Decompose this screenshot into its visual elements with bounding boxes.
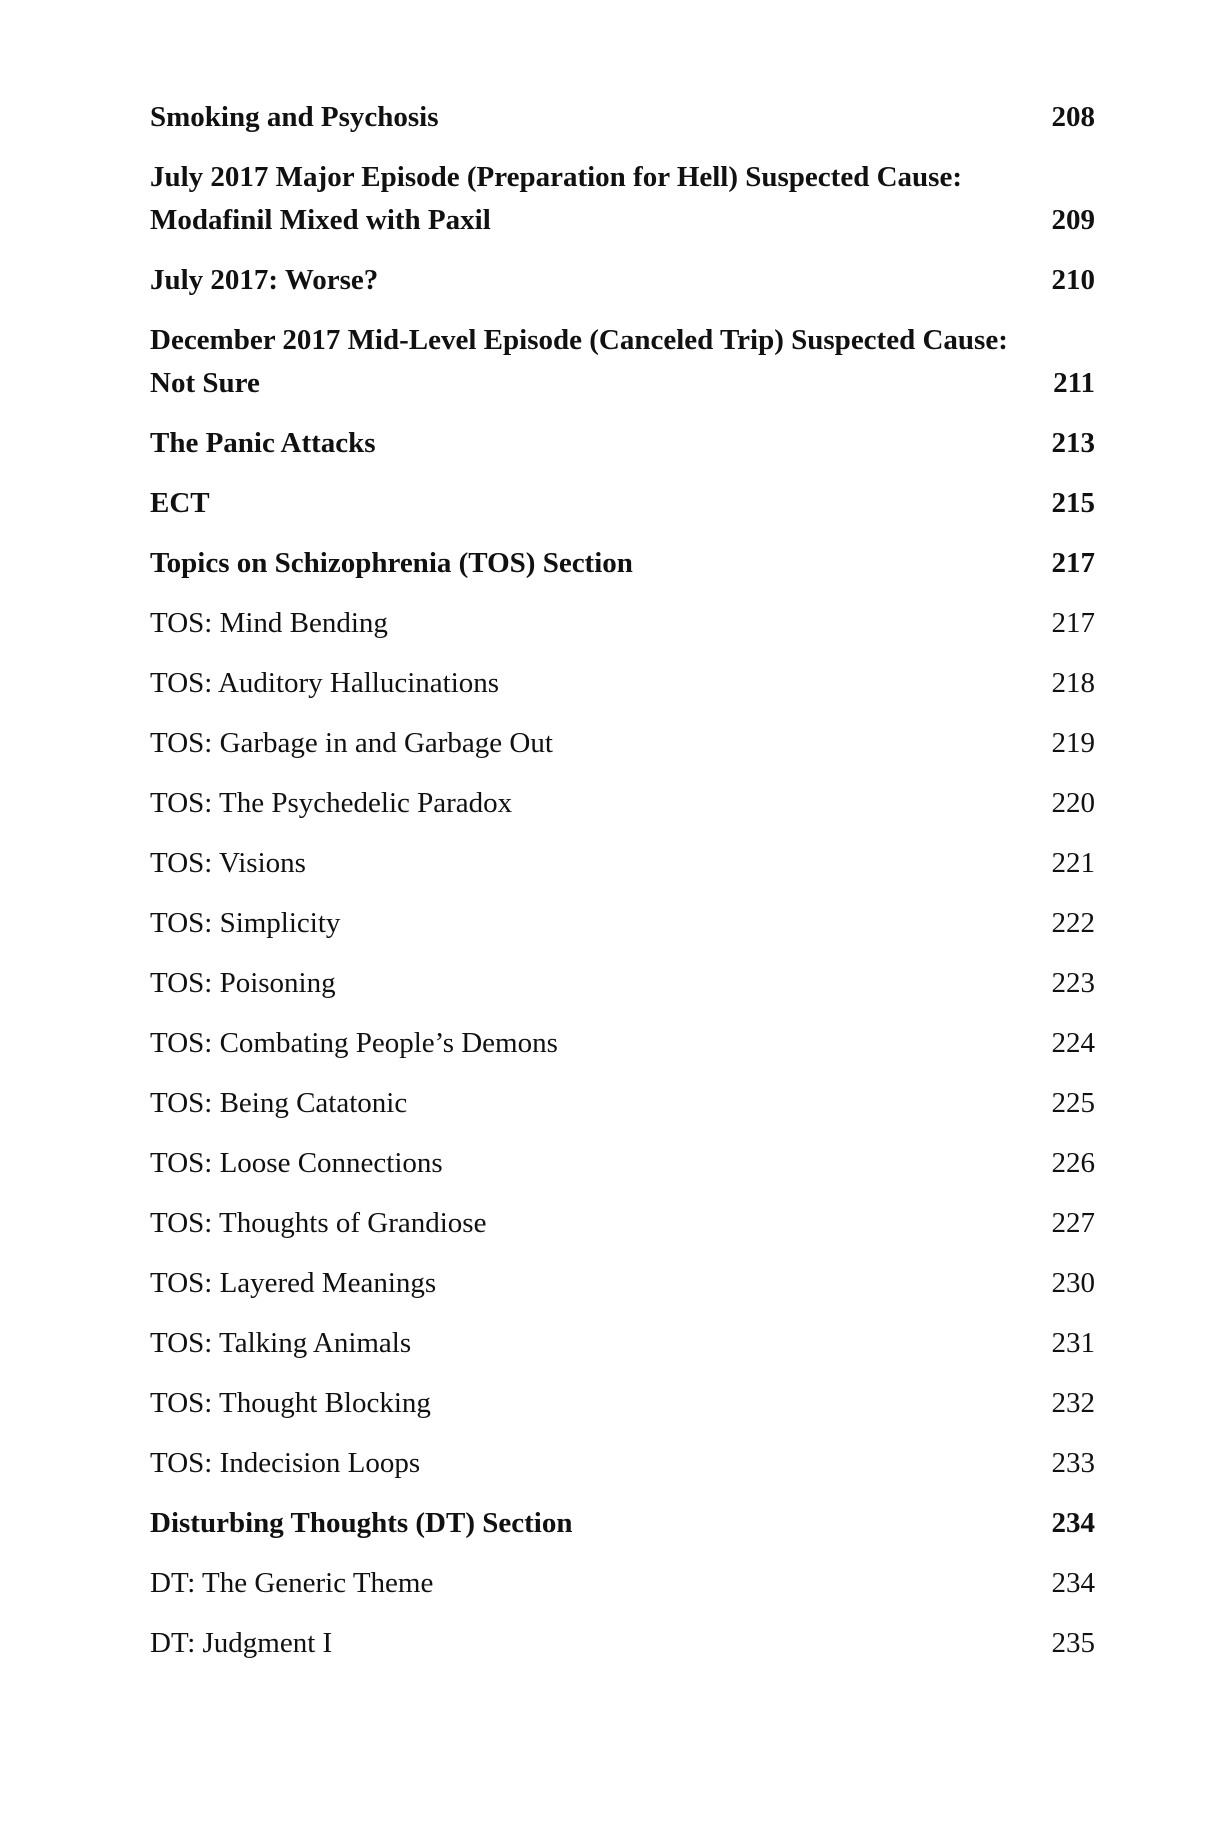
toc-entry-title: TOS: Poisoning [150,967,336,999]
toc-entry-section [150,96,1095,139]
toc-entry-title [150,319,1053,405]
toc-entry-title: ECT [150,487,210,519]
toc-entry-title [150,156,1052,242]
toc-entry-title: July 2017: Worse? [150,264,379,296]
toc-entry-title: TOS: Indecision Loops [150,1447,421,1479]
toc-entry [150,1562,1095,1605]
toc-entry-page: 217 [1051,547,1095,579]
toc-entry-page: 227 [1051,1207,1095,1239]
toc-entry [150,1322,1095,1365]
toc-entry-title: TOS: Simplicity [150,907,341,939]
toc-entry [150,722,1095,765]
toc-entry-title-line1: December 2017 Mid-Level Episode (Canceled Trip) Suspected Cause: [150,324,1008,356]
toc-entry-page: 208 [1051,101,1095,133]
toc-entry [150,662,1095,705]
toc-entry [150,1202,1095,1245]
toc-entry-title: Disturbing Thoughts (DT) Section [150,1507,573,1539]
toc-entry-page: 232 [1051,1387,1095,1419]
toc-entry-page: 222 [1051,907,1095,939]
toc-entry-section [150,482,1095,525]
toc-entry-page: 221 [1051,847,1095,879]
toc-entry-page: 224 [1051,1027,1095,1059]
toc-entry-title: TOS: Visions [150,847,306,879]
toc-entry-page: 233 [1051,1447,1095,1479]
toc-entry [150,1622,1095,1665]
toc-entry-page: 234 [1051,1507,1095,1539]
toc-entry-page: 211 [1053,367,1095,399]
toc-entry [150,1262,1095,1305]
toc-entry [150,1082,1095,1125]
toc-entry [150,1142,1095,1185]
toc-entry-title: TOS: Layered Meanings [150,1267,437,1299]
toc-entry-section [150,319,1095,405]
toc-entry [150,1382,1095,1425]
toc-entry-title: TOS: Auditory Hallucinations [150,667,500,699]
toc-entry-title: TOS: Being Catatonic [150,1087,408,1119]
toc-entry-page: 213 [1051,427,1095,459]
toc-entry-title: Smoking and Psychosis [150,101,439,133]
toc-entry-title: Topics on Schizophrenia (TOS) Section [150,547,633,579]
toc-entry [150,1022,1095,1065]
toc-entry-title: TOS: Talking Animals [150,1327,412,1359]
toc-entry-page: 218 [1051,667,1095,699]
toc-entry-title: TOS: Mind Bending [150,607,388,639]
toc-entry-page: 234 [1051,1567,1095,1599]
toc-entry-title: TOS: Garbage in and Garbage Out [150,727,553,759]
toc-entry-section [150,422,1095,465]
toc-entry-title: TOS: The Psychedelic Paradox [150,787,513,819]
toc-entry [150,842,1095,885]
toc-entry-title-line2: Not Sure [150,367,260,399]
toc-entry [150,1442,1095,1485]
toc-entry-title: TOS: Loose Connections [150,1147,443,1179]
toc-entry-section [150,259,1095,302]
toc-entry-page: 226 [1051,1147,1095,1179]
toc-entry [150,602,1095,645]
toc-entry-page: 220 [1051,787,1095,819]
toc-entry-page: 235 [1051,1627,1095,1659]
toc-entry-section [150,156,1095,242]
toc-entry [150,902,1095,945]
toc-entry [150,962,1095,1005]
toc-entry-title: DT: The Generic Theme [150,1567,434,1599]
toc-entry-page: 230 [1051,1267,1095,1299]
toc-entry-page: 215 [1051,487,1095,519]
toc-entry-page: 225 [1051,1087,1095,1119]
toc-entry-page: 219 [1051,727,1095,759]
toc-entry-section [150,542,1095,585]
toc-entry-title: DT: Judgment I [150,1627,333,1659]
toc-entry-title: The Panic Attacks [150,427,376,459]
table-of-contents [150,96,1095,1682]
toc-entry-title: TOS: Thought Blocking [150,1387,431,1419]
toc-entry-page: 217 [1051,607,1095,639]
toc-entry-page: 223 [1051,967,1095,999]
toc-entry-title-line1: July 2017 Major Episode (Preparation for Hell) Suspected Cause: [150,161,962,193]
toc-entry-section [150,1502,1095,1545]
toc-entry-page: 209 [1051,204,1095,236]
toc-entry [150,782,1095,825]
toc-entry-title-line2: Modafinil Mixed with Paxil [150,204,491,236]
toc-entry-page: 231 [1051,1327,1095,1359]
toc-entry-page: 210 [1051,264,1095,296]
toc-entry-title: TOS: Thoughts of Grandiose [150,1207,487,1239]
toc-entry-title: TOS: Combating People’s Demons [150,1027,558,1059]
